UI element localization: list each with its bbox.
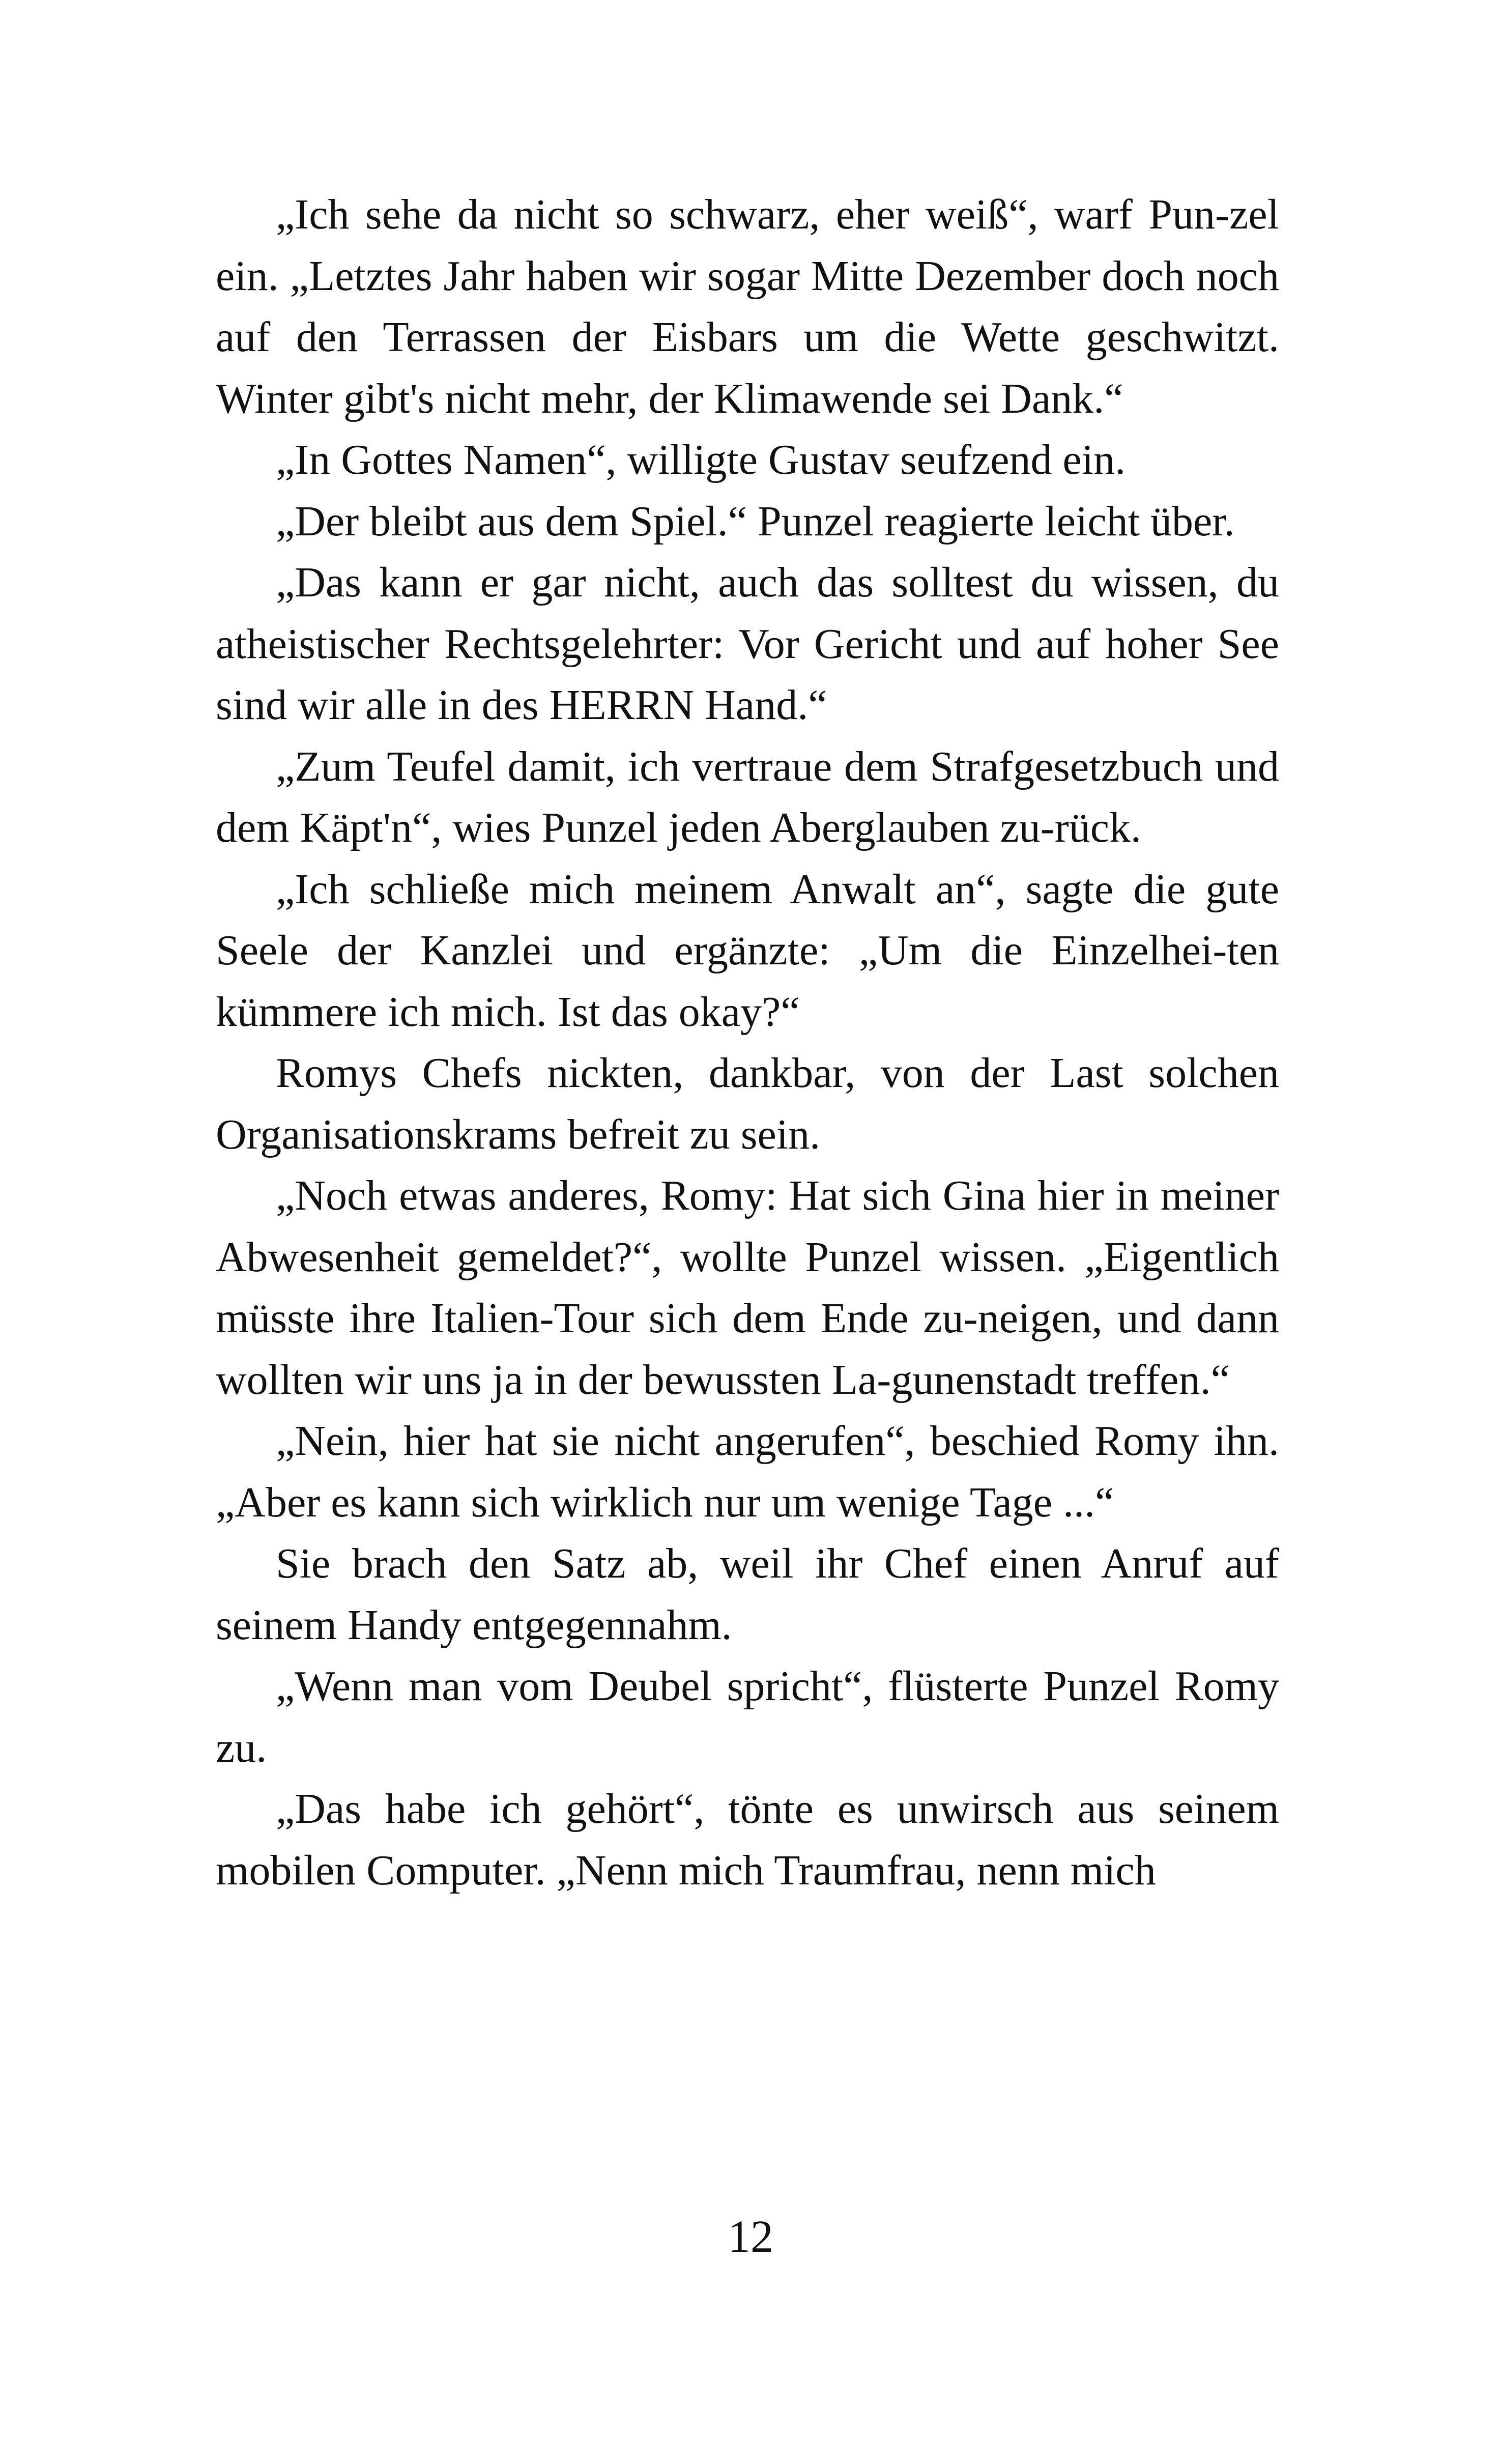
- paragraph: „In Gottes Namen“, willigte Gustav seufzend ein.: [276, 436, 1126, 483]
- paragraph: „Zum Teufel damit, ich vertraue dem Strafgesetzbuch und dem Käpt'n“, wies Punzel jeden Aberglauben zu-rück.: [216, 742, 1279, 851]
- body-text: [216, 184, 1279, 1901]
- paragraph: „Das kann er gar nicht, auch das solltest du wissen, du atheistischer Rechtsgelehrter: Vor Gericht und auf hoher See sind wir alle in des HERRN Hand.“: [216, 559, 1279, 729]
- paragraph: „Wenn man vom Deubel spricht“, flüsterte Punzel Romy zu.: [216, 1663, 1279, 1771]
- paragraph: „Das habe ich gehört“, tönte es unwirsch aus seinem mobilen Computer. „Nenn mich Traumfrau, nenn mich: [216, 1785, 1279, 1894]
- paragraph: „Ich schließe mich meinem Anwalt an“, sagte die gute Seele der Kanzlei und ergänzte: „Um die Einzelhei-ten kümmere ich mich. Ist das okay?“: [216, 865, 1279, 1036]
- paragraph: „Der bleibt aus dem Spiel.“ Punzel reagierte leicht über.: [276, 497, 1235, 545]
- paragraph: „Nein, hier hat sie nicht angerufen“, beschied Romy ihn. „Aber es kann sich wirklich nur um wenige Tage ...“: [216, 1417, 1279, 1526]
- page-number: 12: [728, 2212, 773, 2262]
- paragraph: Sie brach den Satz ab, weil ihr Chef einen Anruf auf seinem Handy entgegennahm.: [216, 1540, 1279, 1649]
- paragraph: „Ich sehe da nicht so schwarz, eher weiß“, warf Pun-zel ein. „Letztes Jahr haben wir sogar Mitte Dezember doch noch auf den Terrassen der Eisbars um die Wette geschwitzt. Winter gibt's nicht mehr, der Klimawende sei Dank.“: [216, 191, 1279, 422]
- paragraph: Romys Chefs nickten, dankbar, von der Last solchen Organisationskrams befreit zu sein.: [216, 1049, 1279, 1158]
- paragraph: „Noch etwas anderes, Romy: Hat sich Gina hier in meiner Abwesenheit gemeldet?“, wollte Punzel wissen. „Eigentlich müsste ihre Italien-Tour sich dem Ende zu-neigen, und dann wollten wir uns ja in der bewussten La-gunenstadt treffen.“: [216, 1172, 1279, 1403]
